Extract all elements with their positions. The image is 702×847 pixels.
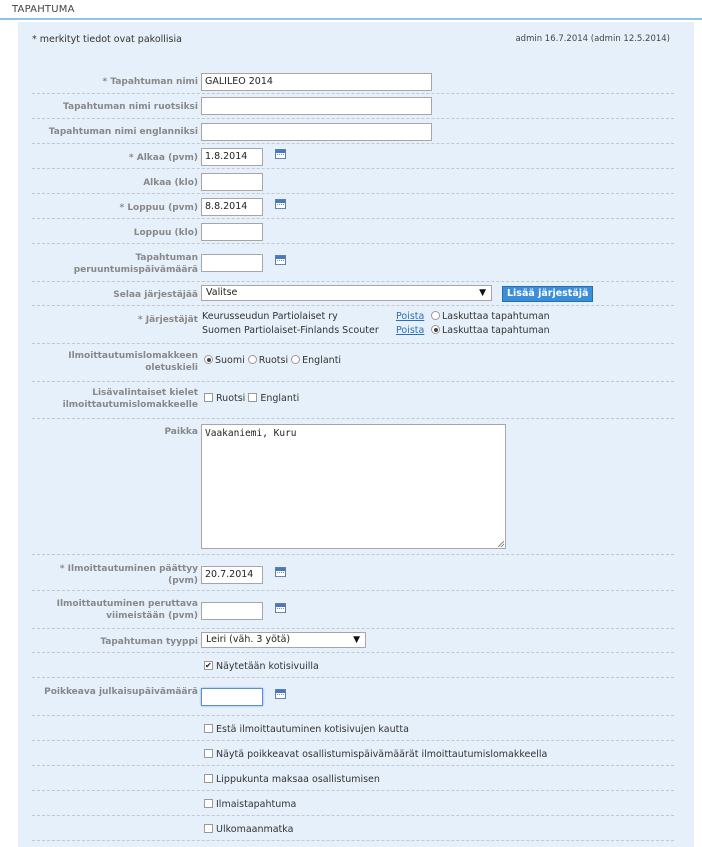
checkbox-icon [204, 661, 213, 670]
row-publish-date [32, 677, 674, 716]
dropdown-arrow-icon: ▼ [479, 288, 486, 298]
row-show-home [32, 652, 674, 678]
remove-organizer-link[interactable]: Poista [396, 325, 425, 336]
row-extra-languages [32, 381, 674, 419]
checkbox-englanti[interactable] [248, 393, 299, 404]
radio-icon [291, 355, 300, 364]
default-language-label: Ilmoittautumislomakkeen oletuskieli [68, 351, 198, 373]
checkbox-label: Ilmaistapahtuma [216, 799, 297, 810]
event-name-sv-label: Tapahtuman nimi ruotsiksi [63, 102, 198, 112]
required-notice: * merkityt tiedot ovat pakollisia [32, 34, 182, 45]
extra-languages-label: Lisävalintaiset kielet ilmoittautumislomakkeelle [62, 388, 198, 410]
registration-cancel-input[interactable] [201, 602, 263, 620]
billing-radio-label: Laskuttaa tapahtuman [442, 325, 550, 336]
billing-radio-label: Laskuttaa tapahtuman [442, 311, 550, 322]
event-name-en-input[interactable] [201, 123, 432, 141]
row-start-date [32, 143, 674, 169]
start-date-input[interactable]: 1.8.2014 [201, 148, 263, 166]
checkbox-label: Näytetään kotisivuilla [216, 661, 319, 672]
registration-end-input[interactable]: 20.7.2014 [201, 566, 263, 584]
row-flag [32, 765, 674, 791]
abroad-trip-checkbox[interactable] [204, 823, 293, 836]
calendar-icon[interactable] [275, 199, 286, 209]
row-registration-end [32, 554, 674, 591]
event-name-label: * Tapahtuman nimi [102, 77, 198, 87]
start-time-input[interactable] [201, 173, 263, 191]
start-time-label: Alkaa (klo) [143, 178, 198, 188]
row-flag [32, 715, 674, 741]
cancel-date-input[interactable] [201, 254, 263, 272]
show-dates-checkbox[interactable] [204, 748, 547, 761]
checkbox-icon [204, 749, 213, 758]
event-name-input[interactable]: GALILEO 2014 [201, 73, 432, 91]
registration-cancel-label: Ilmoittautuminen peruttava viimeistään (pvm) [56, 599, 198, 621]
checkbox-ruotsi[interactable] [204, 393, 245, 404]
organizer-dropdown-value: Valitse [206, 287, 238, 298]
row-organizer-select [32, 281, 674, 306]
row-event-name-sv [32, 93, 674, 119]
radio-ruotsi[interactable] [248, 355, 288, 366]
registration-end-label: * Ilmoittautuminen päättyy (pvm) [59, 564, 198, 586]
event-form [18, 22, 694, 847]
billing-radio[interactable] [431, 324, 550, 337]
publish-date-input[interactable] [201, 688, 263, 706]
radio-englanti[interactable] [291, 355, 341, 366]
checkbox-label: Lippukunta maksaa osallistumisen [216, 774, 380, 785]
language-radio-group [204, 354, 341, 367]
organizers-label: * Järjestäjät [137, 315, 198, 325]
add-organizer-button[interactable]: Lisää järjestäjä [502, 286, 593, 302]
row-flag [32, 815, 674, 841]
radio-label: Suomi [215, 355, 245, 366]
cancel-date-label: Tapahtuman peruuntumispäivämäärä [73, 253, 198, 275]
row-event-name-en [32, 118, 674, 144]
location-label: Paikka [164, 427, 198, 437]
organizer-select-label: Selaa järjestäjää [113, 290, 198, 300]
end-date-input[interactable]: 8.8.2014 [201, 198, 263, 216]
section-title: TAPAHTUMA [12, 4, 75, 15]
remove-organizer-link[interactable]: Poista [396, 311, 425, 322]
end-time-label: Loppuu (klo) [133, 228, 198, 238]
checkbox-label: Ruotsi [216, 393, 246, 404]
row-cancel-date [32, 243, 674, 282]
row-default-language [32, 343, 674, 382]
section-header [0, 0, 702, 20]
checkbox-icon [204, 724, 213, 733]
radio-icon [431, 325, 440, 334]
dropdown-arrow-icon: ▼ [353, 635, 360, 645]
checkbox-icon [204, 393, 213, 402]
checkbox-icon [204, 799, 213, 808]
checkbox-label: Estä ilmoittautuminen kotisivujen kautta [216, 724, 409, 735]
resize-grip-icon[interactable] [498, 541, 504, 547]
audit-info: admin 16.7.2014 (admin 12.5.2014) [515, 34, 670, 44]
calendar-icon[interactable] [275, 149, 286, 159]
checkbox-icon [248, 393, 257, 402]
end-date-label: * Loppuu (pvm) [119, 203, 198, 213]
extra-language-checks [204, 392, 299, 405]
row-flag [32, 790, 674, 816]
calendar-icon[interactable] [275, 603, 286, 613]
end-time-input[interactable] [201, 223, 263, 241]
row-end-time [32, 218, 674, 244]
row-flag [32, 740, 674, 766]
checkbox-label: Ulkomaanmatka [216, 824, 294, 835]
row-event-type [32, 628, 674, 653]
checkbox-icon [204, 774, 213, 783]
row-registration-cancel [32, 590, 674, 629]
organizer-name: Keurusseudun Partiolaiset ry [202, 311, 338, 322]
event-type-label: Tapahtuman tyyppi [100, 637, 198, 647]
checkbox-label: Näytä poikkeavat osallistumispäivämäärät ilmoittautumislomakkeella [216, 749, 548, 760]
radio-icon [204, 355, 213, 364]
organizer-dropdown[interactable] [201, 285, 492, 301]
radio-label: Ruotsi [258, 355, 289, 366]
event-name-sv-input[interactable] [201, 97, 432, 115]
start-date-label: * Alkaa (pvm) [128, 153, 198, 163]
row-organizers [32, 305, 674, 344]
calendar-icon[interactable] [275, 255, 286, 265]
row-event-name [32, 68, 674, 94]
row-end-date [32, 193, 674, 219]
row-location [32, 418, 674, 555]
free-event-checkbox[interactable] [204, 798, 296, 811]
troop-pays-checkbox[interactable] [204, 773, 380, 786]
row-start-time [32, 168, 674, 194]
radio-label: Englanti [302, 355, 342, 366]
radio-suomi[interactable] [204, 355, 245, 366]
event-type-value: Leiri (väh. 3 yötä) [206, 634, 291, 645]
calendar-icon[interactable] [275, 689, 286, 699]
checkbox-icon [204, 824, 213, 833]
event-type-dropdown[interactable] [201, 632, 366, 648]
event-name-en-label: Tapahtuman nimi englanniksi [48, 127, 198, 137]
billing-radio[interactable] [431, 310, 550, 323]
radio-icon [248, 355, 257, 364]
show-home-checkbox[interactable] [204, 660, 319, 673]
radio-icon [431, 311, 440, 320]
calendar-icon[interactable] [275, 567, 286, 577]
block-registration-checkbox[interactable] [204, 723, 409, 736]
checkbox-label: Englanti [260, 393, 300, 404]
publish-date-label: Poikkeava julkaisupäivämäärä [44, 687, 198, 697]
location-textarea[interactable] [201, 424, 506, 549]
location-value: Vaakaniemi, Kuru [205, 428, 297, 439]
organizer-name: Suomen Partiolaiset-Finlands Scouter [202, 325, 379, 336]
